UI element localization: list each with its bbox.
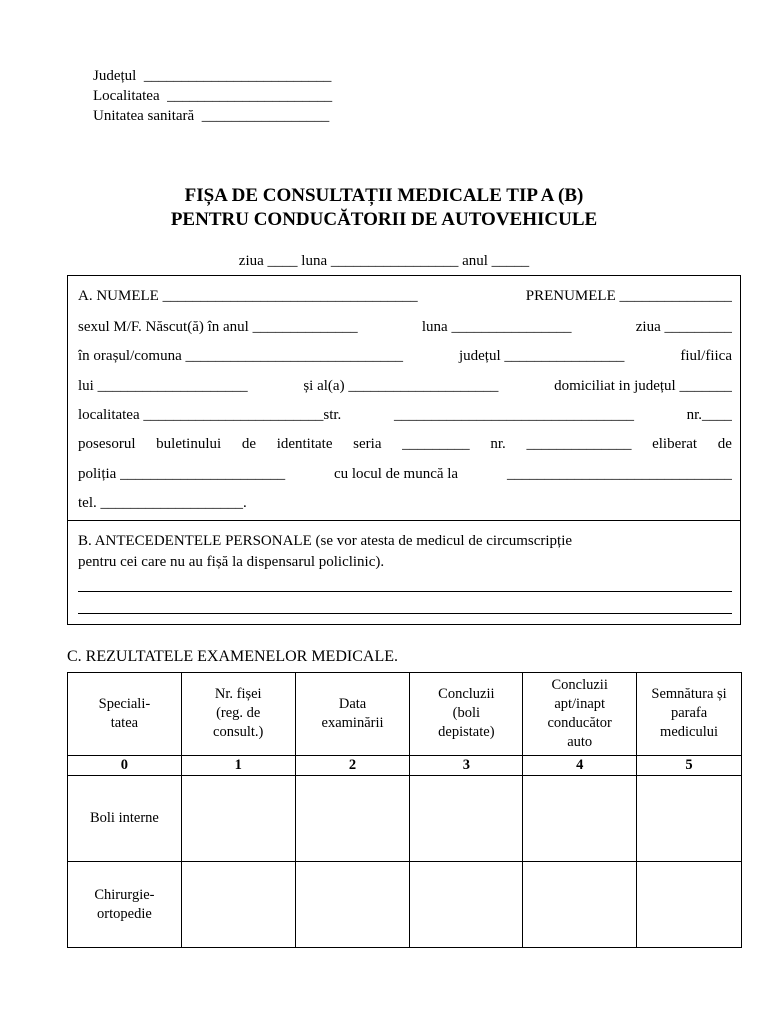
section-a-line-parents bbox=[78, 376, 732, 396]
workplace-label: cu locul de muncă la bbox=[333, 466, 459, 482]
col-number: 2 bbox=[295, 755, 410, 775]
id-word: posesorul bbox=[78, 436, 136, 452]
section-a-line-address bbox=[78, 405, 732, 425]
tel-field: tel. ___________________. bbox=[78, 495, 247, 511]
birth-day-field: ziua _________ bbox=[635, 319, 732, 335]
section-a-line-birth bbox=[78, 317, 732, 337]
table-header-row bbox=[68, 673, 742, 756]
row-label-boli-interne: Boli interne bbox=[68, 776, 182, 862]
header-file-number: Nr. fișei (reg. de consult.) bbox=[181, 673, 295, 756]
section-a-line-id bbox=[78, 434, 732, 454]
id-word: de bbox=[241, 436, 257, 452]
id-word: nr. bbox=[490, 436, 506, 452]
col-number: 4 bbox=[523, 755, 637, 775]
id-word: identitate bbox=[276, 436, 333, 452]
header-signature: Semnătura și parafa medicului bbox=[637, 673, 742, 756]
police-field: poliția ______________________ bbox=[78, 466, 286, 482]
form-title-line1: FIȘA DE CONSULTAȚII MEDICALE TIP A (B) bbox=[184, 185, 584, 206]
table-cell[interactable] bbox=[181, 776, 295, 862]
header-exam-date: Data examinării bbox=[295, 673, 410, 756]
section-a-line-city bbox=[78, 346, 732, 366]
numele-field: A. NUMELE __________________________________ bbox=[78, 288, 418, 304]
section-b-rule bbox=[78, 591, 732, 592]
section-a-box bbox=[67, 275, 741, 521]
mother-field: și al(a) ____________________ bbox=[303, 378, 499, 394]
form-title-line2: PENTRU CONDUCĂTORII DE AUTOVEHICULE bbox=[170, 209, 598, 230]
col-number: 0 bbox=[68, 755, 182, 775]
table-cell[interactable] bbox=[637, 776, 742, 862]
city-field: în orașul/comuna _____________________________ bbox=[78, 348, 403, 364]
domicile-county-field: domiciliat in județul _______ bbox=[554, 378, 732, 394]
header-fit-unfit: Concluzii apt/inapt conducător auto bbox=[523, 673, 637, 756]
id-word: de bbox=[717, 436, 732, 452]
table-cell[interactable] bbox=[410, 862, 523, 948]
results-table bbox=[67, 672, 742, 948]
id-word: buletinului bbox=[156, 436, 222, 452]
birth-year-field: sexul M/F. Născut(ă) în anul ______________ bbox=[78, 319, 358, 335]
table-number-row bbox=[68, 755, 742, 775]
workplace-blank: ______________________________ bbox=[506, 466, 732, 482]
col-number: 1 bbox=[181, 755, 295, 775]
id-series-blank: _________ bbox=[402, 436, 470, 452]
table-cell[interactable] bbox=[410, 776, 523, 862]
section-b-note: pentru cei care nu au fișă la dispensarul policlinic). bbox=[78, 554, 385, 570]
table-row bbox=[68, 776, 742, 862]
county-field: județul ________________ bbox=[458, 348, 625, 364]
col-number: 3 bbox=[410, 755, 523, 775]
section-b-rule bbox=[78, 613, 732, 614]
section-a-line-police bbox=[78, 464, 732, 484]
table-cell[interactable] bbox=[295, 776, 410, 862]
table-cell[interactable] bbox=[181, 862, 295, 948]
table-cell[interactable] bbox=[295, 862, 410, 948]
section-a-line-name bbox=[78, 286, 732, 306]
id-word: seria bbox=[353, 436, 382, 452]
section-a-line-tel bbox=[78, 493, 732, 513]
son-daughter-label: fiul/fiica bbox=[680, 348, 732, 364]
row-label-chirurgie: Chirurgie- ortopedie bbox=[68, 862, 182, 948]
table-cell[interactable] bbox=[637, 862, 742, 948]
locality-street-field: localitatea ________________________str. bbox=[78, 407, 342, 423]
section-c-title: C. REZULTATELE EXAMENELOR MEDICALE. bbox=[67, 648, 398, 665]
section-b-title: B. ANTECEDENTELE PERSONALE (se vor atesta de medicul de circumscripție bbox=[78, 533, 573, 549]
id-word: eliberat bbox=[652, 436, 698, 452]
unitatea-field: Unitatea sanitară _________________ bbox=[93, 108, 330, 124]
father-field: lui ____________________ bbox=[78, 378, 248, 394]
id-number-blank: ______________ bbox=[526, 436, 632, 452]
localitatea-field: Localitatea ______________________ bbox=[93, 88, 333, 104]
prenumele-field: PRENUMELE _______________ bbox=[525, 288, 732, 304]
street-blank: ________________________________ bbox=[393, 407, 634, 423]
table-row bbox=[68, 862, 742, 948]
header-block bbox=[93, 66, 332, 126]
date-line: ziua ____ luna _________________ anul _____ bbox=[238, 253, 530, 269]
birth-month-field: luna ________________ bbox=[421, 319, 572, 335]
header-specialty: Speciali- tatea bbox=[68, 673, 182, 756]
number-field: nr.____ bbox=[686, 407, 732, 423]
judet-field: Județul _________________________ bbox=[93, 68, 332, 84]
table-cell[interactable] bbox=[523, 776, 637, 862]
table-cell[interactable] bbox=[523, 862, 637, 948]
col-number: 5 bbox=[637, 755, 742, 775]
section-b-box bbox=[67, 520, 741, 625]
header-conclusions: Concluzii (boli depistate) bbox=[410, 673, 523, 756]
